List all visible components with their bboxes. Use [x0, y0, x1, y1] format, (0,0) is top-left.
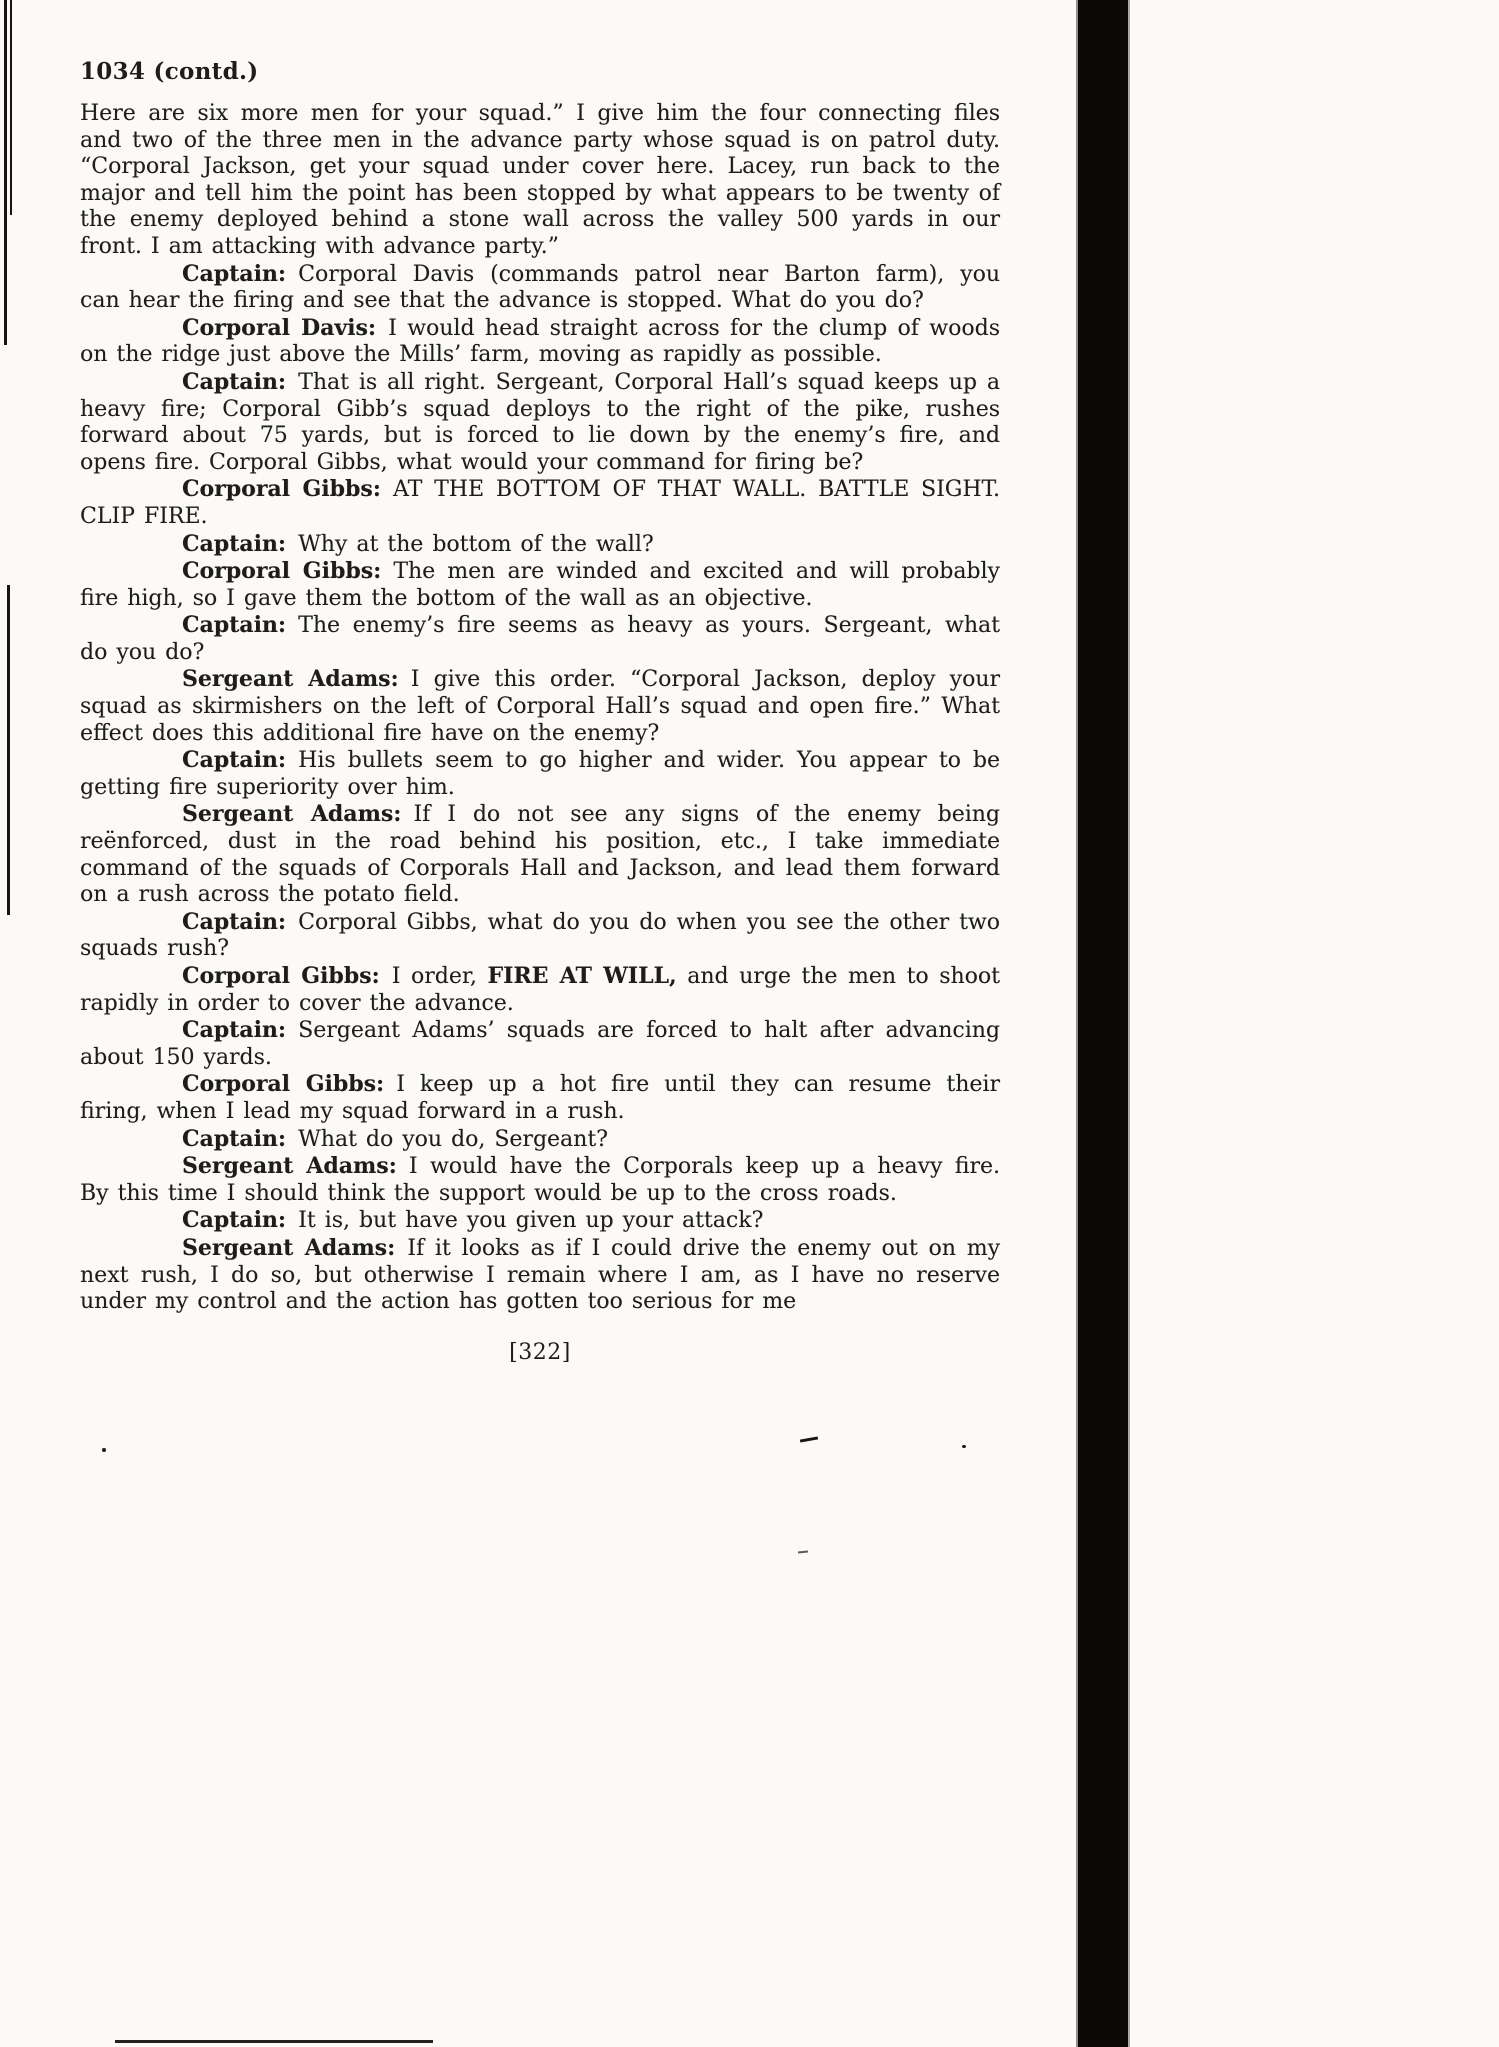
scan-speck: [798, 1550, 808, 1553]
paragraph: [80, 531, 1000, 559]
paragraph: [80, 1153, 1000, 1207]
dialogue-text: AT THE BOTTOM OF THAT WALL. BATTLE SIGHT. CLIP FIRE.: [80, 477, 1000, 529]
dialogue-text: Why at the bottom of the wall?: [298, 531, 654, 557]
dialogue-text: I keep up a hot fire until they can resume their firing, when I lead my squad forward in a rush.: [80, 1072, 1000, 1124]
speaker-label: Captain:: [182, 530, 287, 557]
paragraph: [80, 1017, 1000, 1071]
dialogue-text: His bullets seem to go higher and wider. You appear to be getting fire superiority over him.: [80, 748, 1000, 800]
dialogue-text: Here are six more men for your squad.” I give him the four connecting files and two of the three men in the advance party whose squad is on patrol duty. “Corporal Jackson, get your squad under cover here. Lacey, run back to the major and tell him the point has been stopped by what appears to be twenty of the enemy deployed behind a stone wall across the valley 500 yards in our front. I am attacking with advance party.”: [80, 101, 1000, 259]
dialogue-text: I order,: [391, 964, 488, 989]
page-number-footer: [322]: [509, 1339, 571, 1365]
page-body: [80, 101, 1000, 1316]
paragraph: [80, 747, 1000, 801]
paragraph: [80, 909, 1000, 963]
dialogue-text: and urge the men to shoot rapidly in order to cover the advance.: [80, 964, 1000, 1016]
dialogue-text: The men are winded and excited and will probably fire high, so I gave them the bottom of the wall as an objective.: [80, 559, 1000, 611]
dialogue-text: If I do not see any signs of the enemy being reënforced, dust in the road behind his position, etc., I take immediate command of the squads of Corporals Hall and Jackson, and lead them forward on a rush across the potato field.: [80, 802, 1000, 908]
speaker-label: Captain:: [182, 1125, 287, 1152]
paragraph: [80, 1207, 1000, 1235]
paragraph: [80, 666, 1000, 747]
paragraph: [80, 963, 1000, 1017]
emphasis-text: FIRE AT WILL,: [487, 963, 677, 989]
dialogue-text: It is, but have you given up your attack?: [298, 1208, 764, 1234]
paragraph: [80, 261, 1000, 315]
dialogue-text: Corporal Gibbs, what do you do when you see the other two squads rush?: [80, 909, 1000, 962]
dialogue-text: If it looks as if I could drive the enemy out on my next rush, I do so, but otherwise I remain where I am, as I have no reserve under my control and the action has gotten too serious for me: [80, 1235, 1001, 1315]
page-number-header: 1034 (contd.): [80, 58, 259, 85]
dialogue-text: That is all right. Sergeant, Corporal Hall’s squad keeps up a heavy fire; Corporal Gibb’s squad deploys to the right of the pike, rushes forward about 75 yards, but is forced to lie down by the enemy’s fire, and opens fire. Corporal Gibbs, what would your command for firing be?: [80, 369, 1000, 475]
speaker-label: Sergeant Adams:: [182, 666, 399, 693]
speaker-label: Corporal Davis:: [182, 314, 377, 341]
dialogue-text: I would have the Corporals keep up a heavy fire. By this time I should think the support would be up to the cross roads.: [80, 1154, 1001, 1206]
scan-speck: [800, 1436, 818, 1442]
speaker-label: Corporal Gibbs:: [182, 1071, 385, 1098]
scan-left-edge-line: [10, 0, 12, 215]
speaker-label: Corporal Gibbs:: [182, 558, 382, 585]
paragraph: [80, 476, 1000, 530]
paragraph: [80, 1071, 1000, 1125]
page-content: [80, 58, 1000, 1365]
dialogue-text: The enemy’s fire seems as heavy as yours. Sergeant, what do you do?: [80, 613, 1000, 665]
speaker-label: Captain:: [182, 747, 287, 774]
paragraph: [80, 801, 1000, 908]
paragraph: [80, 101, 1000, 261]
paragraph: [80, 369, 1000, 476]
speaker-label: Captain:: [182, 612, 287, 639]
scan-left-edge-line: [4, 0, 7, 345]
speaker-label: Captain:: [182, 1017, 287, 1044]
scan-speck: [962, 1445, 966, 1448]
dialogue-text: Corporal Davis (commands patrol near Barton farm), you can hear the firing and see that the advance is stopped. What do you do?: [80, 261, 1000, 314]
scan-bottom-edge-line: [115, 2040, 433, 2043]
paragraph: [80, 1235, 1000, 1316]
speaker-label: Corporal Gibbs:: [182, 476, 381, 503]
speaker-label: Sergeant Adams:: [182, 1153, 397, 1180]
paragraph: [80, 1126, 1000, 1154]
scan-speck: [102, 1448, 106, 1452]
dialogue-text: I would head straight across for the clump of woods on the ridge just above the Mills’ farm, moving as rapidly as possible.: [80, 315, 1000, 368]
speaker-label: Corporal Gibbs:: [182, 963, 380, 989]
scan-spine-bar: [1078, 0, 1128, 2047]
speaker-label: Captain:: [182, 368, 287, 395]
paragraph: [80, 558, 1000, 612]
speaker-label: Captain:: [182, 260, 287, 287]
dialogue-text: Sergeant Adams’ squads are forced to halt after advancing about 150 yards.: [80, 1018, 1000, 1070]
scan-left-edge-line: [7, 585, 10, 915]
speaker-label: Sergeant Adams:: [182, 801, 402, 828]
speaker-label: Captain:: [182, 1207, 287, 1234]
paragraph: [80, 612, 1000, 666]
speaker-label: Captain:: [182, 908, 287, 935]
dialogue-text: What do you do, Sergeant?: [298, 1126, 608, 1152]
paragraph: [80, 315, 1000, 369]
speaker-label: Sergeant Adams:: [182, 1234, 396, 1261]
dialogue-text: I give this order. “Corporal Jackson, deploy your squad as skirmishers on the left of Corporal Hall’s squad and open fire.” What effect does this additional fire have on the enemy?: [80, 667, 1000, 746]
